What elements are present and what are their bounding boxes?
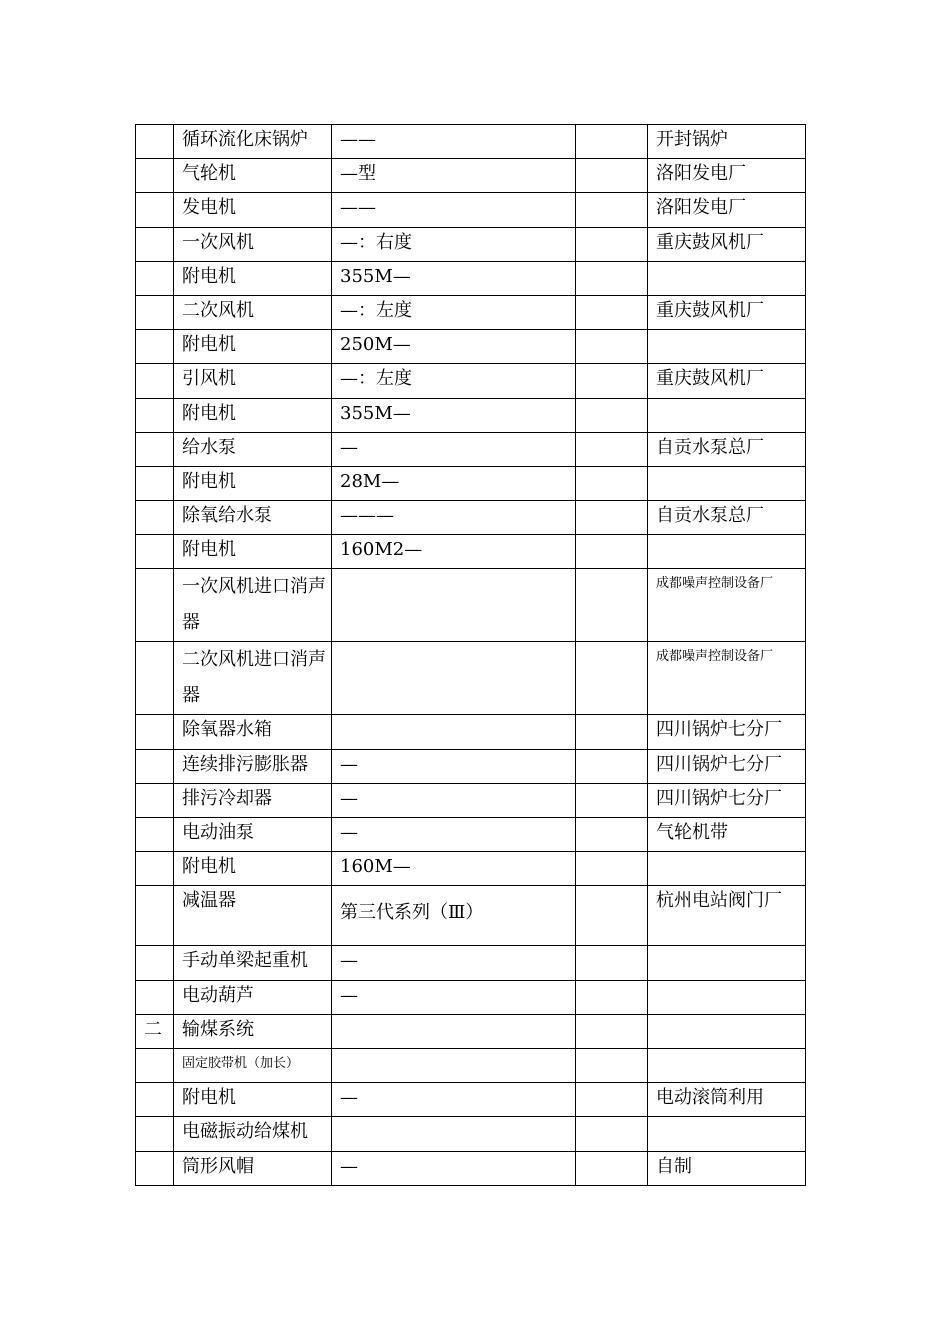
equipment-name: 附电机 xyxy=(174,330,332,364)
row-number xyxy=(136,330,174,364)
equipment-quantity xyxy=(576,125,648,159)
table-row xyxy=(136,1048,806,1082)
row-number: 二 xyxy=(136,1014,174,1048)
equipment-model: — xyxy=(332,749,576,783)
equipment-maker xyxy=(648,980,806,1014)
equipment-name: 附电机 xyxy=(174,852,332,886)
table-row xyxy=(136,535,806,569)
equipment-quantity xyxy=(576,886,648,946)
row-number xyxy=(136,1151,174,1185)
table-row xyxy=(136,818,806,852)
equipment-maker: 自贡水泵总厂 xyxy=(648,432,806,466)
equipment-quantity xyxy=(576,1117,648,1151)
row-number xyxy=(136,749,174,783)
equipment-maker xyxy=(648,261,806,295)
row-number xyxy=(136,1048,174,1082)
equipment-maker: 杭州电站阀门厂 xyxy=(648,886,806,946)
table-row xyxy=(136,1014,806,1048)
equipment-quantity xyxy=(576,1048,648,1082)
equipment-name: 电磁振动给煤机 xyxy=(174,1117,332,1151)
equipment-model: —：右度 xyxy=(332,227,576,261)
equipment-maker xyxy=(648,852,806,886)
equipment-quantity xyxy=(576,159,648,193)
equipment-name: 输煤系统 xyxy=(174,1014,332,1048)
equipment-name: 连续排污膨胀器 xyxy=(174,749,332,783)
table-row xyxy=(136,852,806,886)
table-row xyxy=(136,227,806,261)
row-number xyxy=(136,125,174,159)
equipment-model xyxy=(332,642,576,715)
equipment-name: 附电机 xyxy=(174,466,332,500)
equipment-quantity xyxy=(576,852,648,886)
equipment-name: 筒形风帽 xyxy=(174,1151,332,1185)
table-row xyxy=(136,749,806,783)
row-number xyxy=(136,535,174,569)
equipment-maker xyxy=(648,330,806,364)
equipment-model: 160M2— xyxy=(332,535,576,569)
row-number xyxy=(136,261,174,295)
table-row xyxy=(136,569,806,642)
equipment-model: — xyxy=(332,432,576,466)
table-row xyxy=(136,1117,806,1151)
equipment-quantity xyxy=(576,783,648,817)
row-number xyxy=(136,783,174,817)
equipment-name: 附电机 xyxy=(174,398,332,432)
equipment-model: —— xyxy=(332,193,576,227)
equipment-maker xyxy=(648,946,806,980)
table-row xyxy=(136,330,806,364)
table-row xyxy=(136,715,806,749)
table-row xyxy=(136,159,806,193)
row-number xyxy=(136,818,174,852)
equipment-model: ——— xyxy=(332,501,576,535)
equipment-table xyxy=(135,124,806,1186)
equipment-maker: 四川锅炉七分厂 xyxy=(648,749,806,783)
equipment-maker: 重庆鼓风机厂 xyxy=(648,227,806,261)
equipment-model: — xyxy=(332,1083,576,1117)
equipment-quantity xyxy=(576,946,648,980)
equipment-quantity xyxy=(576,330,648,364)
row-number xyxy=(136,466,174,500)
equipment-name: 循环流化床锅炉 xyxy=(174,125,332,159)
equipment-maker: 开封锅炉 xyxy=(648,125,806,159)
row-number xyxy=(136,364,174,398)
table-row xyxy=(136,466,806,500)
table-row xyxy=(136,980,806,1014)
row-number xyxy=(136,193,174,227)
equipment-name: 二次风机 xyxy=(174,295,332,329)
equipment-maker xyxy=(648,398,806,432)
equipment-maker xyxy=(648,1117,806,1151)
equipment-maker: 气轮机带 xyxy=(648,818,806,852)
equipment-model: —— xyxy=(332,125,576,159)
equipment-maker: 洛阳发电厂 xyxy=(648,159,806,193)
row-number xyxy=(136,852,174,886)
equipment-name: 除氧器水箱 xyxy=(174,715,332,749)
equipment-name: 排污冷却器 xyxy=(174,783,332,817)
equipment-model: 250M— xyxy=(332,330,576,364)
row-number xyxy=(136,886,174,946)
equipment-maker: 重庆鼓风机厂 xyxy=(648,295,806,329)
equipment-name: 附电机 xyxy=(174,535,332,569)
equipment-maker xyxy=(648,535,806,569)
equipment-name: 一次风机进口消声器 xyxy=(174,569,332,642)
equipment-name: 电动葫芦 xyxy=(174,980,332,1014)
equipment-quantity xyxy=(576,501,648,535)
equipment-model xyxy=(332,569,576,642)
row-number xyxy=(136,569,174,642)
equipment-model: — xyxy=(332,818,576,852)
equipment-quantity xyxy=(576,398,648,432)
table-row xyxy=(136,1083,806,1117)
row-number xyxy=(136,159,174,193)
equipment-quantity xyxy=(576,1083,648,1117)
equipment-quantity xyxy=(576,818,648,852)
equipment-quantity xyxy=(576,1014,648,1048)
equipment-quantity xyxy=(576,466,648,500)
equipment-quantity xyxy=(576,980,648,1014)
table-row xyxy=(136,642,806,715)
equipment-model xyxy=(332,1048,576,1082)
table-row xyxy=(136,886,806,946)
equipment-name: 气轮机 xyxy=(174,159,332,193)
equipment-maker xyxy=(648,466,806,500)
equipment-quantity xyxy=(576,227,648,261)
equipment-name: 手动单梁起重机 xyxy=(174,946,332,980)
table-row xyxy=(136,1151,806,1185)
row-number xyxy=(136,715,174,749)
equipment-maker: 自制 xyxy=(648,1151,806,1185)
table-row xyxy=(136,364,806,398)
equipment-maker: 洛阳发电厂 xyxy=(648,193,806,227)
table-row xyxy=(136,398,806,432)
equipment-name: 减温器 xyxy=(174,886,332,946)
equipment-name: 给水泵 xyxy=(174,432,332,466)
equipment-model: — xyxy=(332,980,576,1014)
equipment-model: — xyxy=(332,946,576,980)
equipment-model: — xyxy=(332,783,576,817)
equipment-maker: 四川锅炉七分厂 xyxy=(648,715,806,749)
equipment-name: 电动油泵 xyxy=(174,818,332,852)
equipment-quantity xyxy=(576,364,648,398)
equipment-model: —：左度 xyxy=(332,364,576,398)
equipment-name: 一次风机 xyxy=(174,227,332,261)
equipment-quantity xyxy=(576,569,648,642)
equipment-model: —：左度 xyxy=(332,295,576,329)
equipment-name: 固定胶带机（加长） xyxy=(174,1048,332,1082)
equipment-table-body xyxy=(136,125,806,1186)
table-row xyxy=(136,946,806,980)
equipment-model: 160M— xyxy=(332,852,576,886)
table-row xyxy=(136,432,806,466)
equipment-name: 除氧给水泵 xyxy=(174,501,332,535)
equipment-model xyxy=(332,1014,576,1048)
row-number xyxy=(136,227,174,261)
equipment-name: 二次风机进口消声器 xyxy=(174,642,332,715)
row-number xyxy=(136,980,174,1014)
equipment-name: 附电机 xyxy=(174,1083,332,1117)
equipment-quantity xyxy=(576,1151,648,1185)
table-row xyxy=(136,125,806,159)
row-number xyxy=(136,1117,174,1151)
row-number xyxy=(136,1083,174,1117)
equipment-maker: 成都噪声控制设备厂 xyxy=(648,642,806,715)
row-number xyxy=(136,642,174,715)
table-row xyxy=(136,501,806,535)
equipment-quantity xyxy=(576,535,648,569)
equipment-model xyxy=(332,1117,576,1151)
equipment-model xyxy=(332,715,576,749)
equipment-quantity xyxy=(576,432,648,466)
equipment-model: —型 xyxy=(332,159,576,193)
equipment-maker xyxy=(648,1048,806,1082)
table-row xyxy=(136,295,806,329)
equipment-quantity xyxy=(576,715,648,749)
equipment-model: 355M— xyxy=(332,261,576,295)
equipment-name: 引风机 xyxy=(174,364,332,398)
equipment-model: — xyxy=(332,1151,576,1185)
equipment-quantity xyxy=(576,642,648,715)
equipment-maker: 自贡水泵总厂 xyxy=(648,501,806,535)
equipment-maker: 重庆鼓风机厂 xyxy=(648,364,806,398)
row-number xyxy=(136,432,174,466)
row-number xyxy=(136,946,174,980)
equipment-model: 第三代系列（Ⅲ） xyxy=(332,886,576,946)
table-row xyxy=(136,261,806,295)
equipment-name: 附电机 xyxy=(174,261,332,295)
table-row xyxy=(136,193,806,227)
equipment-quantity xyxy=(576,261,648,295)
equipment-model: 28M— xyxy=(332,466,576,500)
equipment-quantity xyxy=(576,749,648,783)
equipment-maker: 成都噪声控制设备厂 xyxy=(648,569,806,642)
equipment-name: 发电机 xyxy=(174,193,332,227)
equipment-quantity xyxy=(576,295,648,329)
equipment-maker: 电动滚筒利用 xyxy=(648,1083,806,1117)
equipment-model: 355M— xyxy=(332,398,576,432)
equipment-maker xyxy=(648,1014,806,1048)
row-number xyxy=(136,295,174,329)
row-number xyxy=(136,501,174,535)
table-row xyxy=(136,783,806,817)
equipment-quantity xyxy=(576,193,648,227)
equipment-maker: 四川锅炉七分厂 xyxy=(648,783,806,817)
row-number xyxy=(136,398,174,432)
